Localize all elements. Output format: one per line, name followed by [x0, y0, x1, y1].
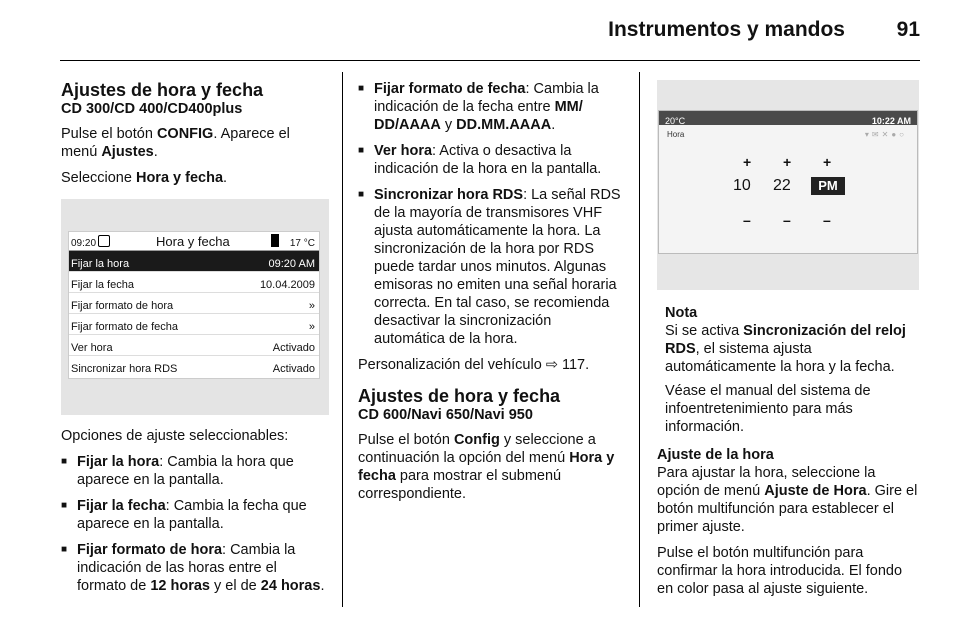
- display-panel: [68, 231, 320, 379]
- menu-row: Ver hora Activado: [69, 335, 319, 356]
- menu-row: Sincronizar hora RDS Activado: [71, 363, 315, 375]
- paragraph: Si se activa Sincronización del reloj RDS, el sistema ajusta automáticamente la hora y la fecha.: [665, 323, 906, 375]
- screen-image-cd300: [61, 199, 329, 415]
- paragraph: Seleccione Hora y fecha.: [61, 170, 228, 186]
- thermometer-icon: [271, 234, 279, 247]
- minute-minus-icon: –: [783, 212, 791, 228]
- paragraph: Opciones de ajuste seleccionables:: [61, 428, 289, 444]
- display-status-bar: [659, 111, 917, 125]
- minute-plus-icon: +: [783, 154, 792, 170]
- ampm-value: PM: [811, 177, 845, 195]
- minute-value: 22: [773, 177, 791, 194]
- bullet-item: ■ Fijar formato de fecha: Cambia la indicación de la fecha entre MM/ DD/AAAA y DD.MM.AAAA.: [358, 80, 626, 134]
- menu-row: Fijar formato de hora »: [69, 293, 319, 314]
- display-label: Hora: [667, 130, 685, 139]
- section-subheading: CD 600/Navi 650/Navi 950: [358, 407, 533, 423]
- bullet-item: ■ Fijar formato de hora: Cambia la indicación de las horas entre el formato de 12 horas y el de 24 horas.: [61, 541, 329, 595]
- display-title: Hora y fecha: [156, 234, 230, 249]
- ampm-plus-icon: +: [823, 154, 832, 170]
- paragraph: Pulse el botón multifunción para confirmar la hora introducida. El fondo en color pasa al ajuste siguiente.: [657, 545, 903, 597]
- chevron-right-icon: »: [308, 321, 315, 333]
- display-status-bar: [69, 232, 319, 251]
- display-panel: [658, 110, 918, 254]
- status-icons: ▾✉✕●○: [864, 130, 907, 139]
- column-divider: [639, 72, 640, 607]
- chevron-right-icon: »: [308, 300, 315, 312]
- hour-value: 10: [733, 177, 751, 194]
- menu-row: Fijar formato de fecha »: [69, 314, 319, 335]
- hour-plus-icon: +: [743, 154, 752, 170]
- paragraph: Véase el manual del sistema de infoentretenimiento para más información.: [665, 383, 871, 435]
- display-subbar: [659, 125, 917, 137]
- hour-minus-icon: –: [743, 212, 751, 228]
- bullet-item: ■ Ver hora: Activa o desactiva la indicación de la hora en la pantalla.: [358, 142, 626, 178]
- bullet-item: ■ Fijar la hora: Cambia la hora que aparece en la pantalla.: [61, 453, 329, 489]
- column-2: [358, 80, 626, 511]
- section-heading: Ajustes de hora y fecha: [358, 386, 561, 406]
- display-time: 10:22 AM: [871, 116, 911, 126]
- column-divider: [342, 72, 343, 607]
- display-temperature: 20°C: [665, 116, 686, 126]
- note-box: [665, 304, 919, 436]
- display-temperature: 17 °C: [289, 238, 315, 249]
- screen-image-navi: [657, 80, 919, 290]
- paragraph: Pulse el botón Config y seleccione a continuación la opción del menú Hora y fecha para mostrar el submenú correspondiente.: [358, 432, 615, 502]
- bullet-item: ■ Fijar la fecha: Cambia la fecha que aparece en la pantalla.: [61, 497, 329, 533]
- display-time: 09:20: [71, 238, 97, 249]
- bullet-item: ■ Sincronizar hora RDS: La señal RDS de la mayoría de transmisores VHF ajusta automáticamente la hora. La sincronización de la hora por RDS puede tardar unos minutos. Algunas emisoras no emiten una señal horaria correcta. En tal caso, se recomienda desactivar la sincronización automática de la hora.: [358, 186, 626, 348]
- menu-row-selected: Fijar la hora 09:20 AM: [69, 251, 319, 272]
- paragraph: Pulse el botón CONFIG. Aparece el menú Ajustes.: [61, 126, 290, 160]
- page-number: 91: [896, 18, 920, 41]
- page-header: [0, 0, 960, 60]
- header-title: Instrumentos y mandos: [608, 18, 845, 41]
- note-title: Nota: [665, 305, 698, 321]
- page-ref-icon: ⇨: [545, 357, 558, 373]
- paragraph: Para ajustar la hora, seleccione la opción de menú Ajuste de Hora. Gire el botón multifunción para establecer el primer ajuste.: [657, 465, 918, 535]
- subsection-heading: Ajuste de la hora: [657, 447, 774, 463]
- header-rule: [60, 60, 920, 61]
- section-subheading: CD 300/CD 400/CD400plus: [61, 101, 243, 117]
- section-heading: Ajustes de hora y fecha: [61, 80, 264, 100]
- menu-row: Fijar la fecha 10.04.2009: [69, 272, 319, 293]
- ampm-minus-icon: –: [823, 212, 831, 228]
- column-3: [657, 80, 919, 606]
- column-1: [61, 80, 329, 603]
- sync-icon: [98, 235, 110, 247]
- cross-reference: Personalización del vehículo ⇨ 117.: [358, 357, 590, 373]
